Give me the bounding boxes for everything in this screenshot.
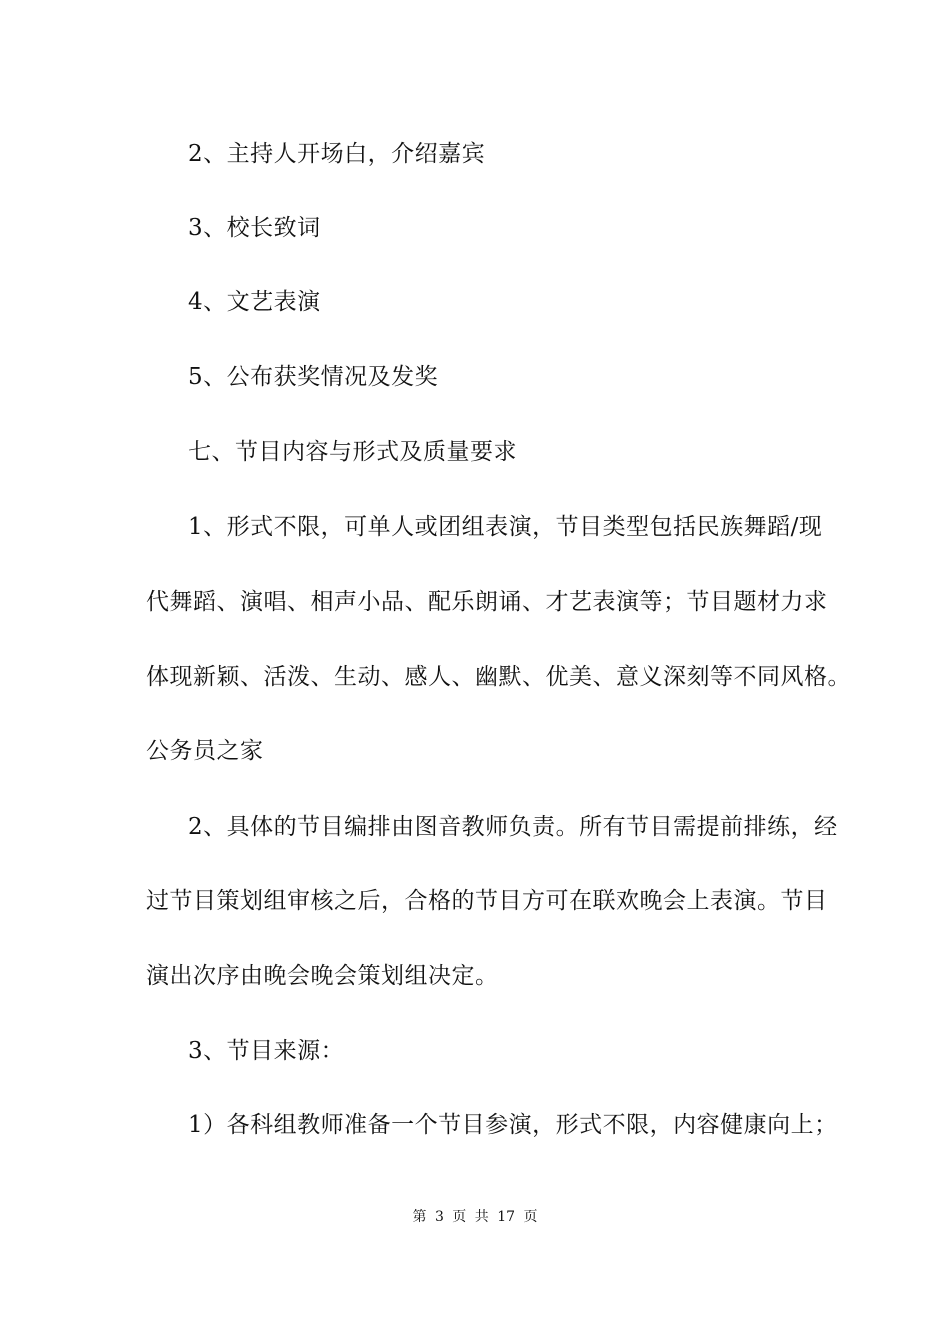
paragraph-1-line-2: 代舞蹈、演唱、相声小品、配乐朗诵、才艺表演等；节目题材力求 — [146, 589, 828, 615]
paragraph-1-line-4: 公务员之家 — [146, 738, 264, 764]
paragraph-1-line-1: 1、形式不限，可单人或团组表演，节目类型包括民族舞蹈/现 — [188, 514, 823, 540]
section-heading-7: 七、节目内容与形式及质量要求 — [188, 439, 517, 465]
paragraph-2-line-3: 演出次序由晚会晚会策划组决定。 — [146, 963, 499, 989]
program-item-5: 5、公布获奖情况及发奖 — [188, 364, 439, 390]
paragraph-3-heading: 3、节目来源： — [188, 1038, 345, 1064]
paragraph-1-line-3: 体现新颖、活泼、生动、感人、幽默、优美、意义深刻等不同风格。 — [146, 664, 851, 690]
program-item-4: 4、文艺表演 — [188, 289, 321, 315]
paragraph-2-line-1: 2、具体的节目编排由图音教师负责。所有节目需提前排练，经 — [188, 814, 838, 840]
program-item-3: 3、校长致词 — [188, 215, 321, 241]
paragraph-2-line-2: 过节目策划组审核之后，合格的节目方可在联欢晚会上表演。节目 — [146, 888, 828, 914]
program-item-2: 2、主持人开场白，介绍嘉宾 — [188, 141, 486, 167]
paragraph-3-item-1: 1）各科组教师准备一个节目参演，形式不限，内容健康向上； — [188, 1112, 838, 1138]
page-number-footer: 第 3 页 共 17 页 — [412, 1209, 538, 1225]
